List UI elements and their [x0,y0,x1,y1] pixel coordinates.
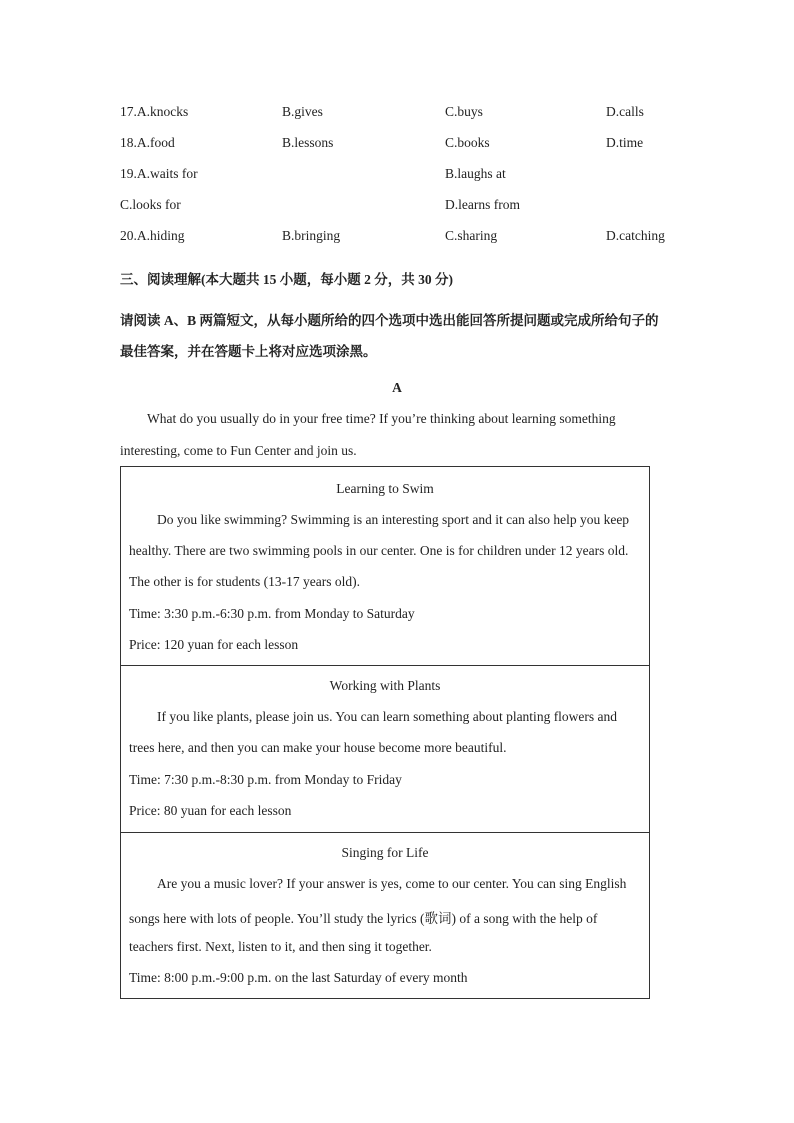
passage-intro-line2: interesting, come to Fun Center and join us. [120,443,357,458]
option-19-b: B.laughs at [445,166,506,181]
activity-singing-text-2: songs here with lots of people. You’ll study the lyrics (歌词) of a song with the help of [129,911,598,926]
activity-plants-price: Price: 80 yuan for each lesson [129,803,292,818]
activity-singing [121,832,649,998]
option-18-b: B.lessons [282,135,334,150]
activity-swim [121,467,649,666]
activity-swim-text-2: healthy. There are two swimming pools in our center. One is for children under 12 years old. [129,543,629,558]
activity-singing-title: Singing for Life [341,845,429,860]
option-17-d: D.calls [606,104,644,119]
question-19-options-row2 [120,197,680,217]
section-instruction-line1: 请阅读 A、B 两篇短文，从每小题所给的四个选项中选出能回答所提问题或完成所给句子的 [120,313,659,328]
activities-table [120,466,650,999]
option-20-a: 20.A.hiding [120,228,185,243]
passage-label: A [392,380,402,395]
option-18-d: D.time [606,135,644,150]
activity-singing-time: Time: 8:00 p.m.-9:00 p.m. on the last Saturday of every month [129,970,468,985]
passage-intro-line1: What do you usually do in your free time? If you’re thinking about learning something [147,411,616,426]
option-17-c: C.buys [445,104,483,119]
activity-plants-title: Working with Plants [329,678,441,693]
activity-swim-price: Price: 120 yuan for each lesson [129,637,299,652]
activity-swim-text-1: Do you like swimming? Swimming is an interesting sport and it can also help you keep [157,512,630,527]
activity-swim-text-3: The other is for students (13-17 years old). [129,574,360,589]
option-18-a: 18.A.food [120,135,175,150]
activity-plants [121,665,649,833]
option-20-d: D.catching [606,228,665,243]
question-17-options [120,104,680,124]
activity-swim-title: Learning to Swim [336,481,434,496]
question-19-options-row1 [120,166,680,186]
option-18-c: C.books [445,135,490,150]
activity-swim-time: Time: 3:30 p.m.-6:30 p.m. from Monday to Saturday [129,606,415,621]
activity-plants-time: Time: 7:30 p.m.-8:30 p.m. from Monday to Friday [129,772,402,787]
activity-plants-text-2: trees here, and then you can make your house become more beautiful. [129,740,507,755]
option-17-b: B.gives [282,104,323,119]
option-20-c: C.sharing [445,228,498,243]
option-20-b: B.bringing [282,228,341,243]
option-19-c: C.looks for [120,197,181,212]
question-18-options [120,135,680,155]
question-20-options [120,228,680,248]
option-19-d: D.learns from [445,197,520,212]
section-instruction-line2: 最佳答案，并在答题卡上将对应选项涂黑。 [120,344,377,359]
activity-singing-text-1: Are you a music lover? If your answer is yes, come to our center. You can sing English [157,876,627,891]
activity-singing-text-3: teachers first. Next, listen to it, and then sing it together. [129,939,432,954]
activity-plants-text-1: If you like plants, please join us. You can learn something about planting flowers and [157,709,618,724]
option-17-a: 17.A.knocks [120,104,189,119]
section-title: 三、阅读理解(本大题共 15 小题，每小题 2 分，共 30 分) [120,272,453,287]
option-19-a: 19.A.waits for [120,166,198,181]
